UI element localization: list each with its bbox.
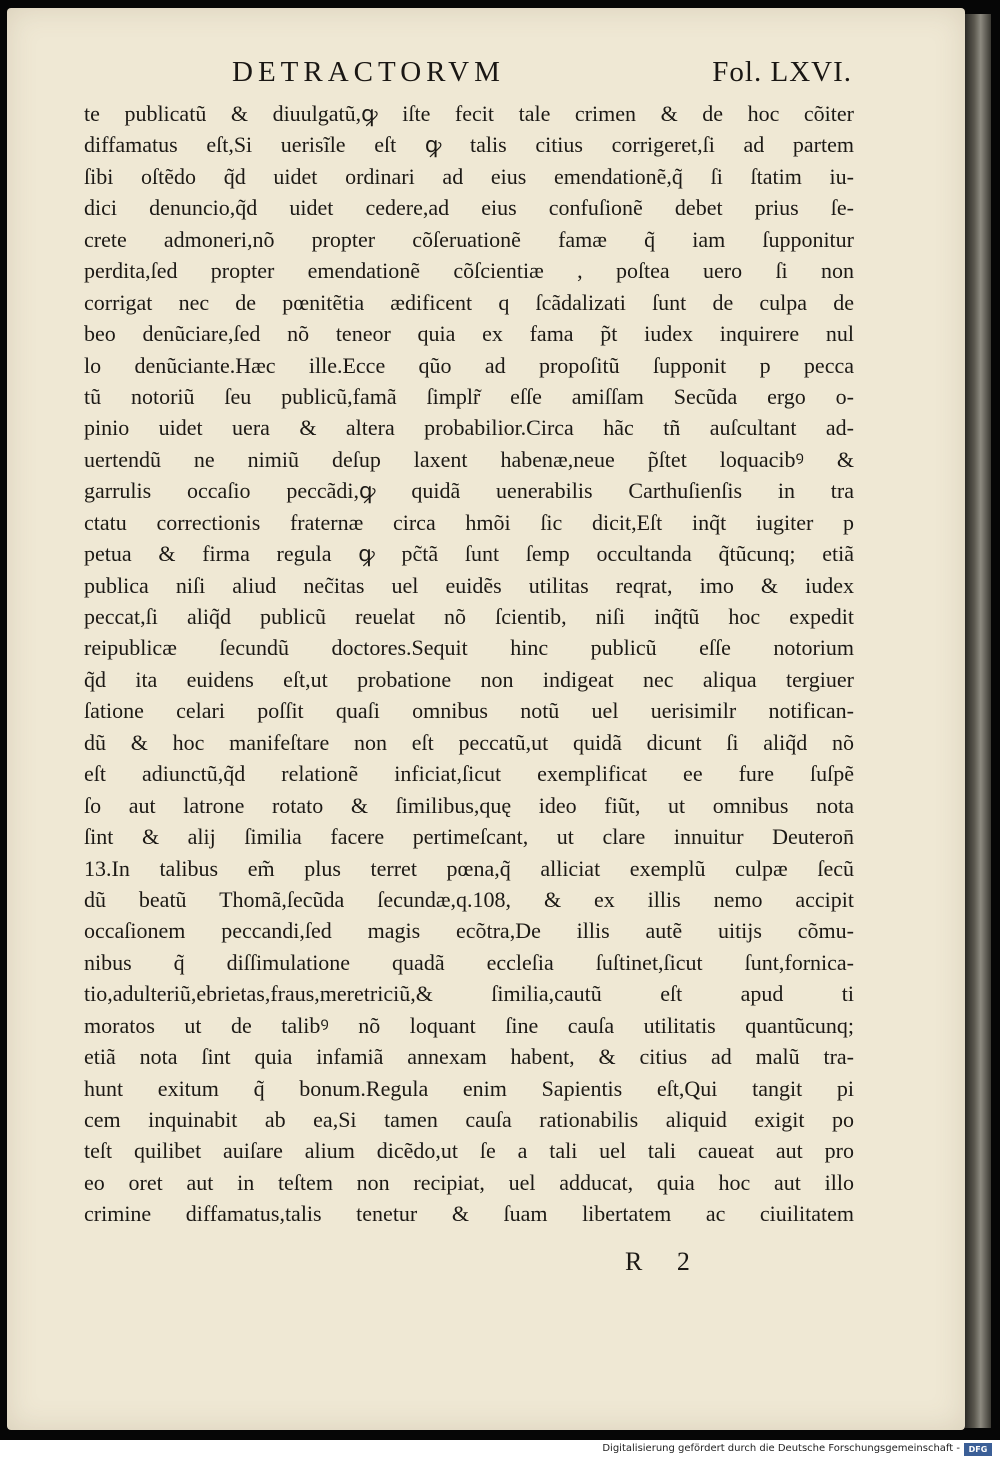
text-line: tio,adulteriũ,ebrietas,fraus,meretriciũ,& ſimilia,cautũ eſt apud ti xyxy=(84,981,854,1007)
text-line: ſint & alij ſimilia facere pertimeſcant, ut clare innuitur Deuteron̄ xyxy=(84,824,854,850)
text-line: dũ beatũ Thomã,ſecũda ſecundæ,q.108, & ex illis nemo accipit xyxy=(84,886,854,912)
text-line: ſatione celari poſſit quaſi omnibus notũ uel uerisimilr notifican- xyxy=(84,698,854,724)
text-line: occaſionem peccandi,ſed magis ecõtra,De illis autẽ uitijs cõmu- xyxy=(84,918,854,944)
text-line: dũ & hoc manifeſtare non eſt peccatũ,ut quidã dicunt ſi aliq̃d nõ xyxy=(84,729,854,755)
text-line: diffamatus eſt,Si uerisĩle eſt ꝙ talis citius corrigeret,ſi ad partem xyxy=(84,132,854,158)
text-line: ſibi oſtẽdo q̃d uidet ordinari ad eius emendationẽ,q̃ ſi ſtatim iu- xyxy=(84,163,854,189)
digitization-footer xyxy=(0,1440,1000,1460)
text-line: perdita,ſed propter emendationẽ cõſcientiæ , poſtea uero ſi non xyxy=(84,258,854,284)
text-line: 13.In talibus em̃ plus terret pœna,q̃ alliciat exemplũ culpæ ſecũ xyxy=(84,855,854,881)
book-fore-edge xyxy=(965,14,991,1428)
text-line: eo oret aut in teſtem non recipiat, uel adducat, quia hoc aut illo xyxy=(84,1169,854,1195)
text-line: ſo aut latrone rotato & ſimilibus,quę ideo fiũt, ut omnibus nota xyxy=(84,792,854,818)
text-line: peccat,ſi aliq̃d publicũ reuelat nõ ſcientib, niſi inq̃tũ hoc expedit xyxy=(84,604,854,629)
text-line: beo denũciare,ſed nõ teneor quia ex fama p̃t iudex inquirere nul xyxy=(84,321,854,347)
text-line: nibus q̃ diſſimulatione quadã eccleſia ſuſtinet,ſicut ſunt,fornica- xyxy=(84,949,854,975)
text-line: petua & firma regula ꝙ pc̃tã ſunt ſemp occultanda q̃tũcunq; etiã xyxy=(84,541,854,567)
text-line: moratos ut de talibꝰ nõ loquant ſine cauſa utilitatis quantũcunq; xyxy=(84,1012,854,1038)
text-line: tũ notoriũ ſeu publicũ,famã ſimplr̃ eſſe amiſſam Secũda ergo o- xyxy=(84,383,854,409)
running-head-title: DETRACTORVM xyxy=(232,56,505,88)
text-line: q̃d ita euidens eſt,ut probatione non indigeat nec aliqua tergiuer xyxy=(84,666,854,692)
dfg-logo: DFG xyxy=(964,1443,992,1456)
running-head xyxy=(232,56,852,96)
text-line: uertendũ ne nimiũ deſup laxent habenæ,neue p̃ſtet loquacibꝰ & xyxy=(84,446,854,472)
text-line: publica niſi aliud nec̃itas uel euidẽs utilitas reqrat, imo & iudex xyxy=(84,572,854,598)
text-line: cem inquinabit ab ea,Si tamen cauſa rationabilis aliquid exigit po xyxy=(84,1107,854,1132)
text-line: crete admoneri,nõ propter cõſeruationẽ famæ q̃ iam ſupponitur xyxy=(84,226,854,252)
folio-number: Fol. LXVI. xyxy=(712,56,852,88)
text-line: te publicatũ & diuulgatũ,ꝙ iſte fecit tale crimen & de hoc cõiter xyxy=(84,101,854,126)
signature-mark: R 2 xyxy=(625,1247,704,1276)
text-line: etiã nota ſint quia infamiã annexam habent, & citius ad malũ tra- xyxy=(84,1044,854,1070)
text-line: garrulis occaſio peccãdi,ꝙ quidã uenerabilis Carthuſienſis in tra xyxy=(84,478,854,504)
text-line: ctatu correctionis fraternæ circa hmõi ſic dicit,Eſt inq̃t iugiter p xyxy=(84,509,854,535)
text-line: pinio uidet uera & altera probabilior.Circa hãc tñ auſcultant ad- xyxy=(84,415,854,441)
text-line: dici denuncio,q̃d uidet cedere,ad eius confuſionẽ debet prius ſe- xyxy=(84,195,854,221)
body-text xyxy=(84,98,854,1230)
text-line: hunt exitum q̃ bonum.Regula enim Sapientis eſt,Qui tangit pi xyxy=(84,1075,854,1101)
footer-credit: Digitalisierung gefördert durch die Deutsche Forschungsgemeinschaft - xyxy=(602,1443,960,1454)
text-line: lo denũciante.Hæc ille.Ecce qũo ad propoſitũ ſupponit p pecca xyxy=(84,352,854,378)
text-line: teſt quilibet auiſare alium dicẽdo,ut ſe a tali uel tali caueat aut pro xyxy=(84,1138,854,1164)
text-line: reipublicæ ſecundũ doctores.Sequit hinc publicũ eſſe notorium xyxy=(84,635,854,661)
text-line: corrigat nec de pœnitẽtia ædificent q ſcãdalizati ſunt de culpa de xyxy=(84,289,854,315)
text-line: eſt adiunctũ,q̃d relationẽ inficiat,ſicut exemplificat ee fure ſuſpẽ xyxy=(84,761,854,787)
text-line: crimine diffamatus,talis tenetur & ſuam libertatem ac ciuilitatem xyxy=(84,1201,854,1227)
